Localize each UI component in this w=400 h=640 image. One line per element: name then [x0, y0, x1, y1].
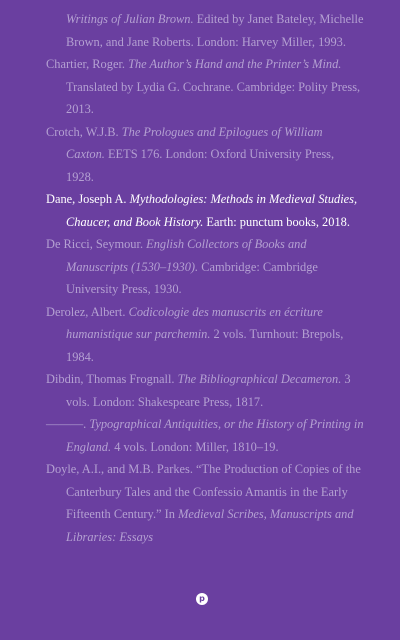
bibliography-entry-chartier: Chartier, Roger. The Author’s Hand and the Printer’s Mind. Translated by Lydia G. Cochrane. Cambridge: Polity Press, 2013.	[46, 57, 361, 116]
bibliography-entry-crotch: Crotch, W.J.B. The Prologues and Epilogues of William Caxton. EETS 176. London: Oxford University Press, 1928.	[46, 124, 335, 184]
punctum-logo-icon	[196, 593, 208, 605]
bibliography-entry-dane: Dane, Joseph A. Mythodologies: Methods in Medieval Studies, Chaucer, and Book History. Earth: punctum books, 2018.	[46, 192, 358, 229]
bibliography-entry-dibdin: Dibdin, Thomas Frognall. The Bibliographical Decameron. 3 vols. London: Shakespeare Press, 1817.	[46, 372, 351, 409]
logo-letter: p	[199, 594, 205, 603]
bibliography-entry-derolez: Derolez, Albert. Codicologie des manuscrits en écriture humanistique sur parchemin. 2 vols. Turnhout: Brepols, 1984.	[46, 304, 344, 364]
bibliography-list	[46, 8, 364, 548]
bibliography-entry-brown: Writings of Julian Brown. Edited by Janet Bateley, Michelle Brown, and Jane Roberts. London: Harvey Miller, 1993.	[66, 12, 364, 49]
bibliography-entry-doyle: Doyle, A.I., and M.B. Parkes. “The Production of Copies of the Canterbury Tales and the Confessio Amantis in the Early Fifteenth Century.” In Medieval Scribes, Manuscripts and Libraries: Essays	[46, 462, 361, 544]
bibliography-entry-de-ricci: De Ricci, Seymour. English Collectors of Books and Manuscripts (1530–1930). Cambridge: Cambridge University Press, 1930.	[46, 237, 318, 296]
bibliography-entry-dibdin-2: ———. Typographical Antiquities, or the History of Printing in England. 4 vols. London: Miller, 1810–19.	[46, 417, 364, 454]
